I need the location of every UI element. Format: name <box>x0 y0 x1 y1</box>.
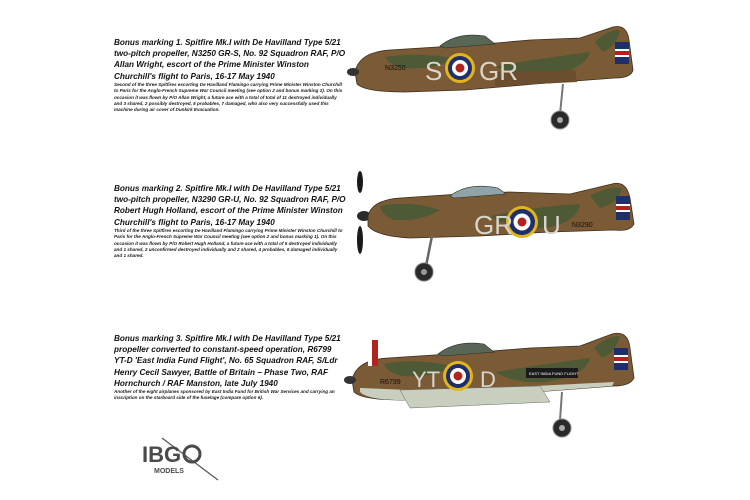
inscription-3: EAST INDIA FUND FLIGHT <box>529 371 579 376</box>
marking-title-1: Bonus marking 1. Spitfire Mk.I with De Havilland Type 5/21 two-pitch propeller, N3250 GR-S, No. 92 Squadron RAF, P/O Allan Wright, escort of the Prime Minister Winston Churchill's flight to Paris, 16-17 May 1940 <box>114 38 346 81</box>
marking-entry-3 <box>114 333 346 402</box>
fuselage-code-right-2: U <box>542 210 561 240</box>
serial-number-3: R6799 <box>380 379 401 386</box>
marking-description-2: Third of the three Spitfires escorting De Havilland Flamingo carrying Prime Minister Winston Churchill to Paris for the Anglo-French Supreme War Council meeting (see option 2 and bonus marking 1). On this occasion it was flown by P/O Robert Hugh Holland, a future ace with a total of 5 destroyed individually and 1 shared, 2 unconfirmed destroyed individually and 2 shared, 4 probables, 6 damaged individually and 1 shared. <box>114 227 343 259</box>
marking-title-3: Bonus marking 3. Spitfire Mk.I with De Havilland Type 5/21 propeller converted to constant-speed operation, R6799 YT-D 'East India Fund Flight', No. 65 Squadron RAF, S/Ldr Henry Cecil Sawyer, Battle of Britain – Phase Two, RAF Hornchurch / RAF Manston, late July 1940 <box>114 334 341 388</box>
fuselage-code-left-2: GR <box>474 210 513 240</box>
ibg-models-logo <box>140 428 230 488</box>
serial-number-1: N3250 <box>385 65 406 72</box>
marking-description-1: Second of the three Spitfires escorting De Havilland Flamingo carrying Prime Minister Winston Churchill to Paris for the Anglo-French Supreme War Council meeting (see option 2 and bonus marking 2). On this occasion it was flown by P/O Allan Wright, a future ace with a total of total of 11 destroyed individually and 3 shared, 2 possibly destroyed, 5 probables, 7 damaged, who also very successfully used this machine during air cover of Dunkirk Evacuation. <box>114 81 343 113</box>
fuselage-code-right-3: D <box>480 367 496 392</box>
marking-entry-2 <box>114 183 346 260</box>
spitfire-profile-1 <box>345 22 665 134</box>
fuselage-code-left-3: YT <box>412 367 441 392</box>
marking-entry-1 <box>114 37 346 114</box>
logo-brand-text: IBG <box>142 442 182 467</box>
fuselage-code-right-1: GR <box>479 56 518 86</box>
spitfire-profile-3 <box>340 328 660 446</box>
logo-sub-text: MODELS <box>154 468 184 475</box>
marking-description-3: Another of the eight airplanes sponsored by East India Fund for British War Services and carrying an inscription on the starboard side of the fuselage (compare option 6). <box>114 389 335 401</box>
spitfire-profile-2 <box>350 170 650 292</box>
fuselage-code-left-1: S <box>425 56 443 86</box>
serial-number-2: N3290 <box>572 222 593 229</box>
marking-title-2: Bonus marking 2. Spitfire Mk.I with De Havilland Type 5/21 two-pitch propeller, N3290 GR-U, No. 92 Squadron RAF, P/O Robert Hugh Holland, escort of the Prime Minister Winston Churchill's flight to Paris, 16-17 May 1940 <box>114 184 346 227</box>
